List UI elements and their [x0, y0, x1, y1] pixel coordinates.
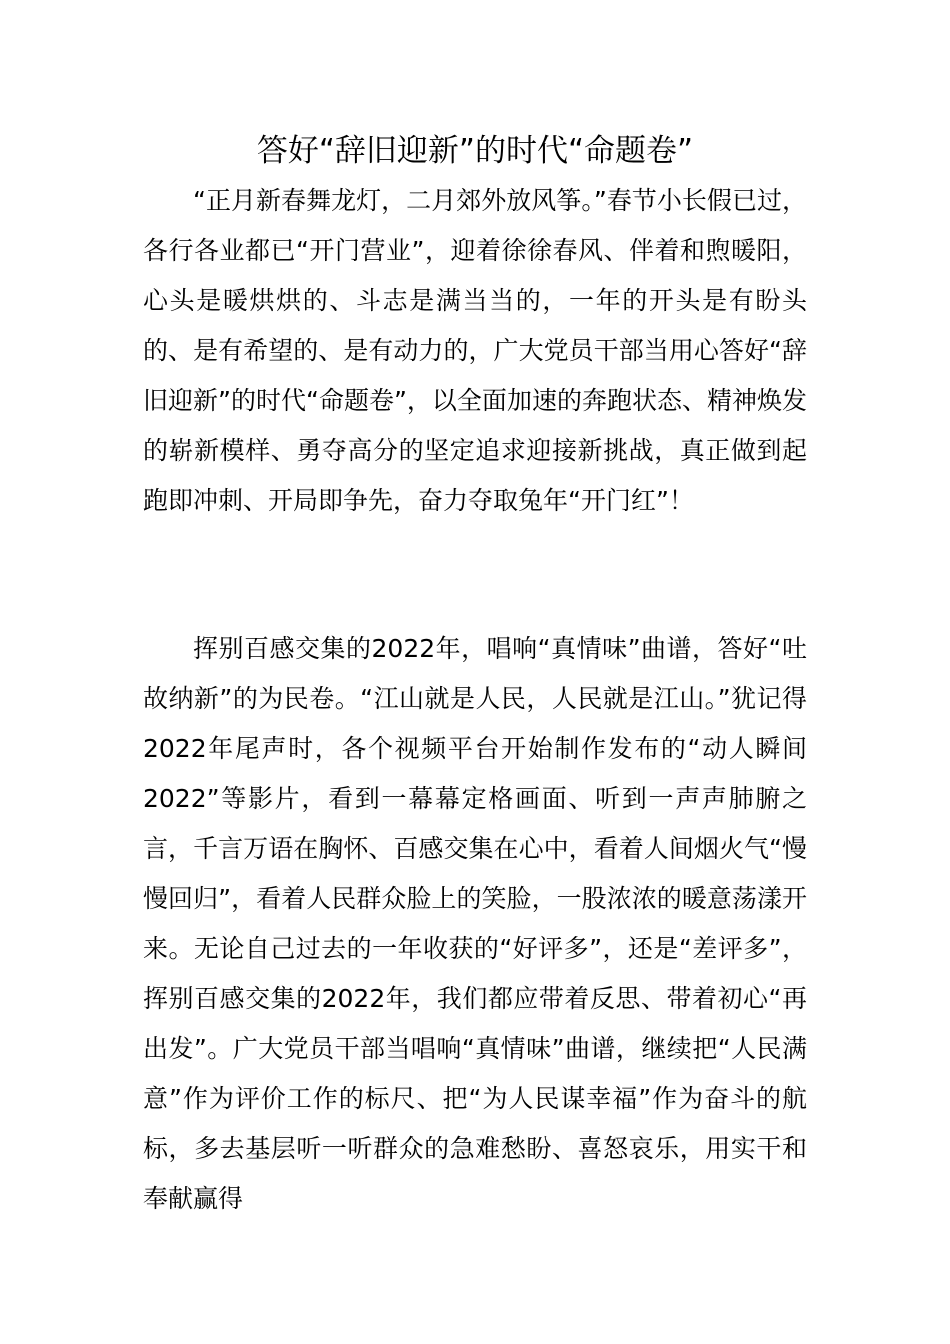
- paragraph-1: “正月新春舞龙灯，二月郊外放风筝。”春节小长假已过，各行各业都已“开门营业”，迎着徐徐春风、伴着和煦暖阳，心头是暖烘烘的、斗志是满当当的，一年的开头是有盼头的、是有希望的、是有动力的，广大党员干部当用心答好“辞旧迎新”的时代“命题卷”，以全面加速的奔跑状态、精神焕发的崭新模样、勇夺高分的坚定追求迎接新挑战，真正做到起跑即冲刺、开局即争先，奋力夺取兔年“开门红”！: [143, 186, 807, 515]
- document-title: 答好“辞旧迎新”的时代“命题卷”: [256, 133, 694, 169]
- paragraph-2: 挥别百感交集的2022年，唱响“真情味”曲谱，答好“吐故纳新”的为民卷。“江山就是人民，人民就是江山。”犹记得2022年尾声时，各个视频平台开始制作发布的“动人瞬间2022”等影片，看到一幕幕定格画面、听到一声声肺腑之言，千言万语在胸怀、百感交集在心中，看着人间烟火气“慢慢回归”，看着人民群众脸上的笑脸，一股浓浓的暖意荡漾开来。无论自己过去的一年收获的“好评多”，还是“差评多”，挥别百感交集的2022年，我们都应带着反思、带着初心“再出发”。广大党员干部当唱响“真情味”曲谱，继续把“人民满意”作为评价工作的标尺、把“为人民谋幸福”作为奋斗的航标，多去基层听一听群众的急难愁盼、喜怒哀乐，用实干和奉献赢得: [143, 634, 807, 1213]
